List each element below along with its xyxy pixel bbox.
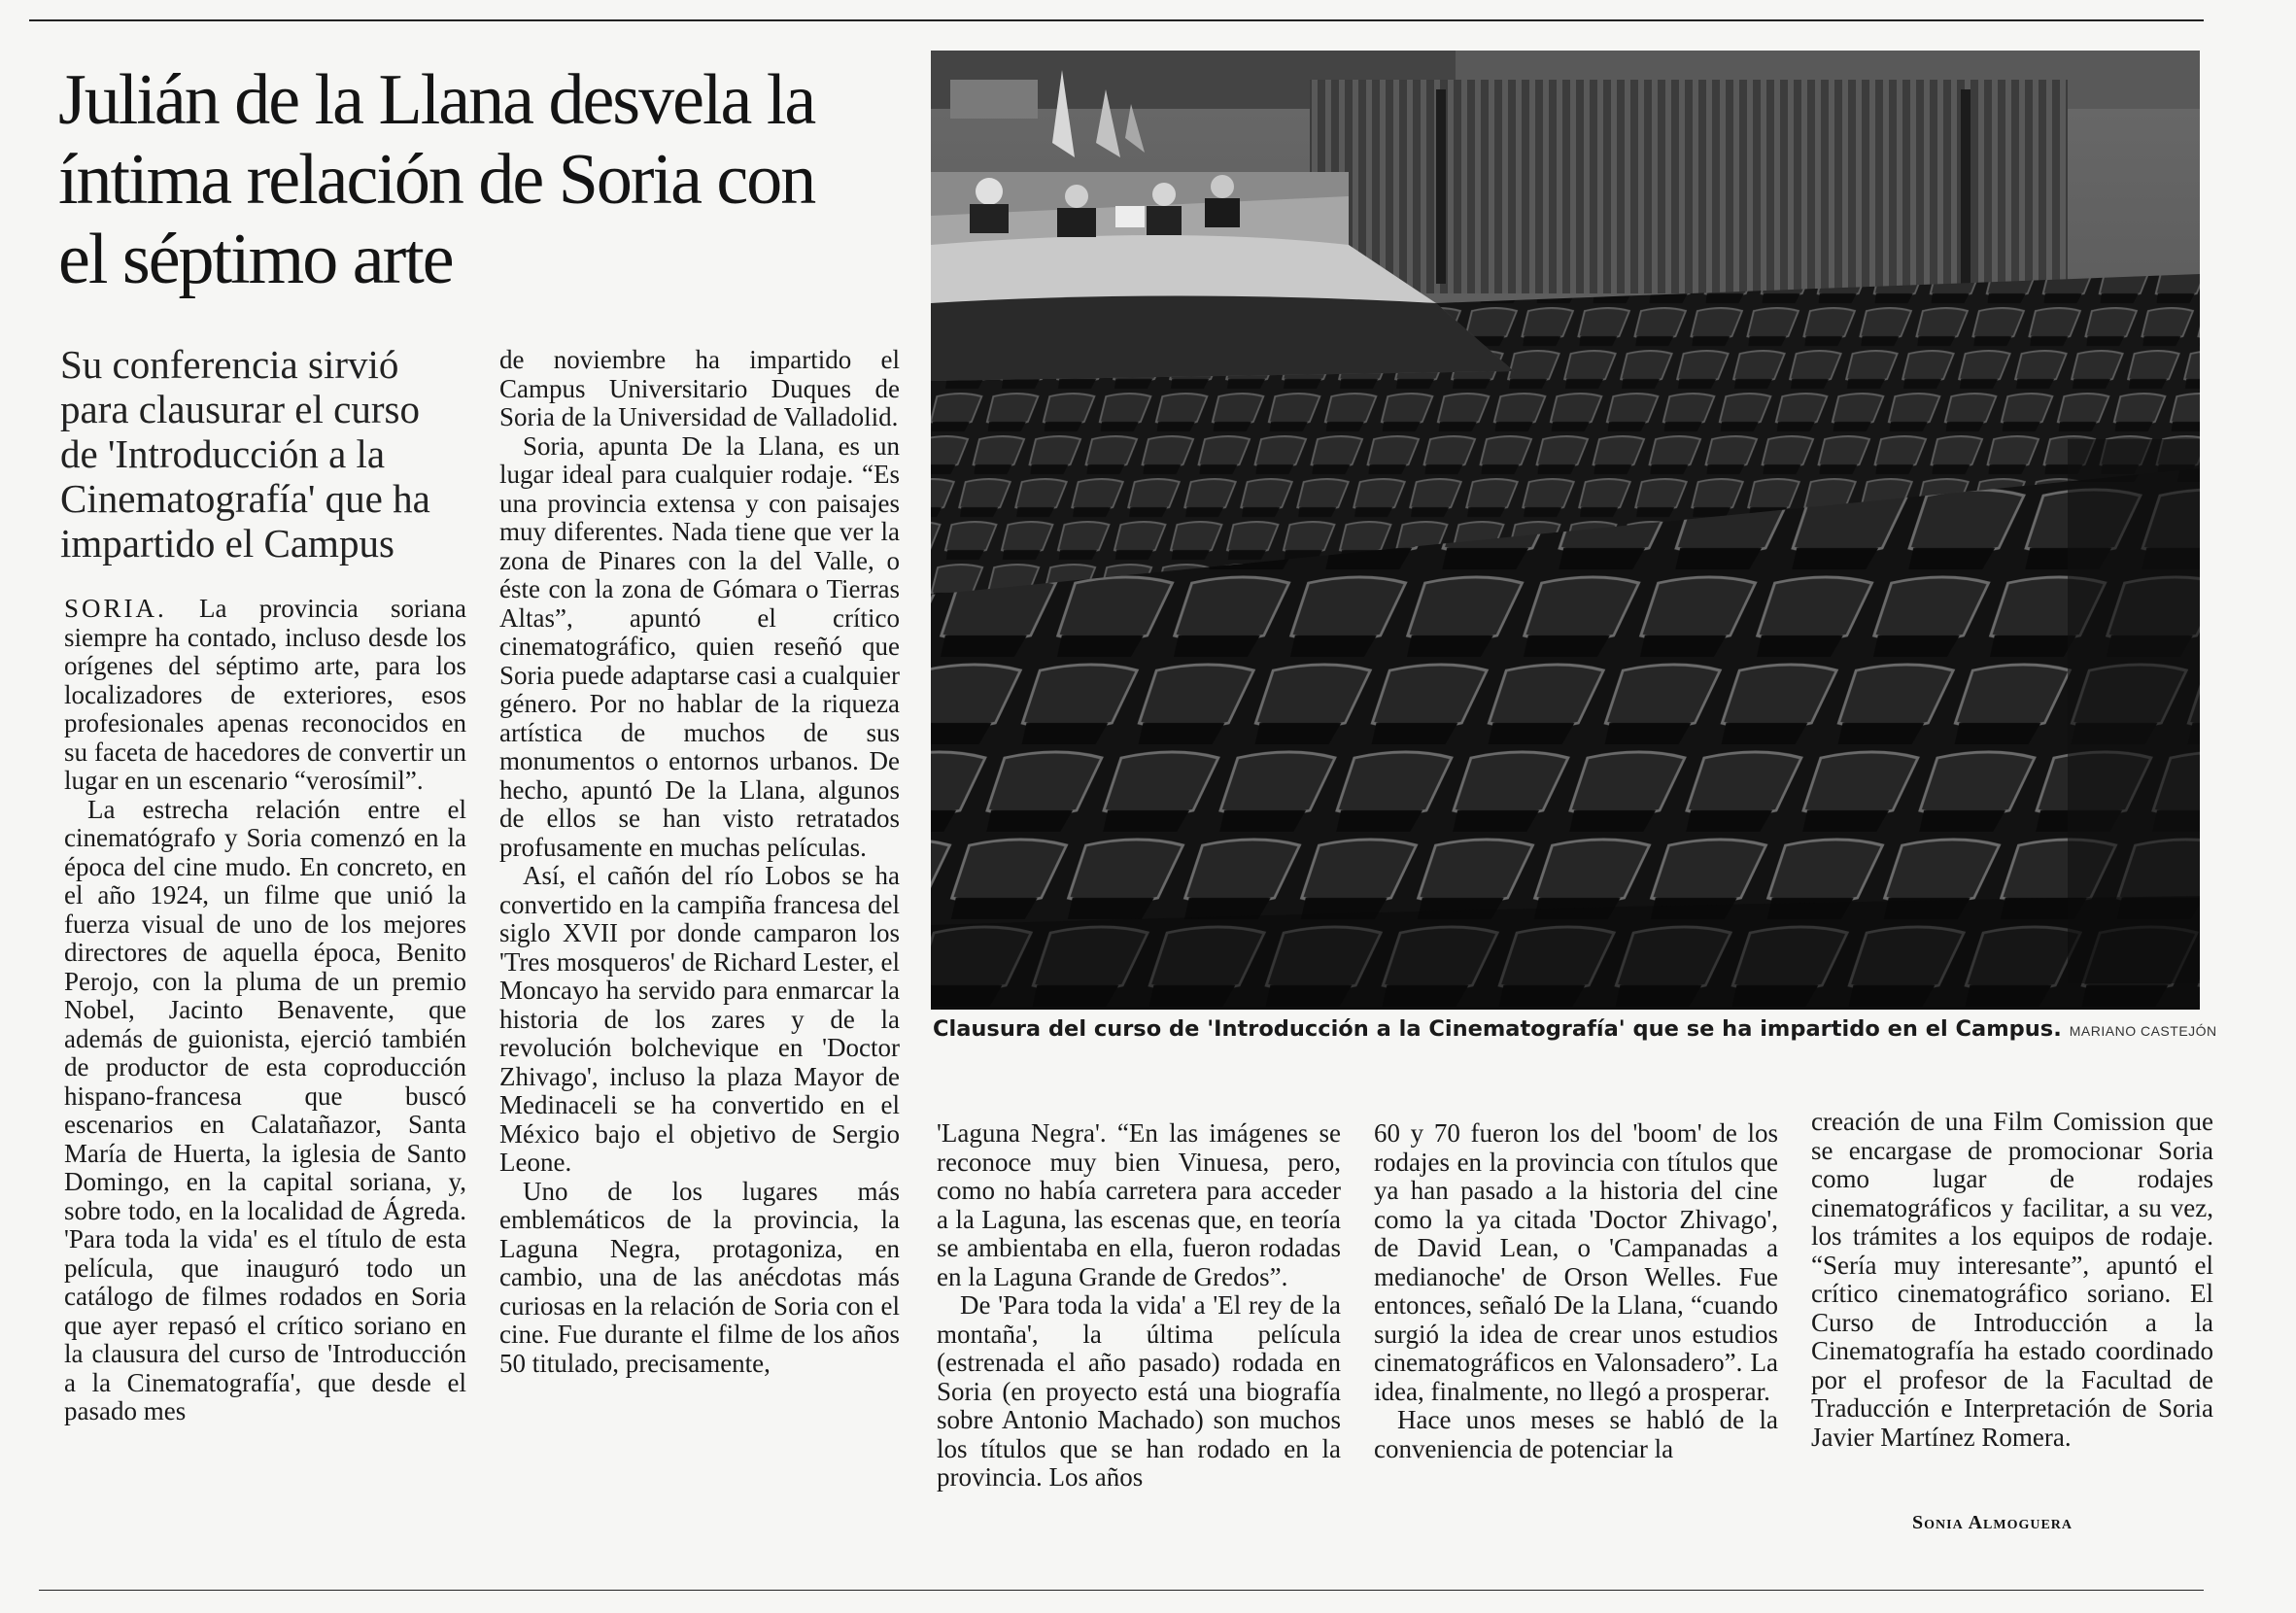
article-column-1 <box>64 595 466 1555</box>
column-2-paragraph-3: Así, el cañón del río Lobos se ha convertido en la campiña francesa del siglo XVII por donde camparon los 'Tres mosqueros' de Richard Lester, el Moncayo ha servido para enmarcar la historia de los zares y de la revolución bolchevique en 'Doctor Zhivago', incluso la plaza Mayor de Medinaceli se ha convertido en el México bajo el objetivo de Sergio Leone. <box>499 861 900 1177</box>
column-1-paragraph-1 <box>64 595 466 796</box>
article-column-4 <box>1374 1119 1778 1559</box>
column-2-paragraph-2: Soria, apunta De la Llana, es un lugar ideal para cualquier rodaje. “Es una provincia extensa y con paisajes muy diferentes. Nada tiene que ver la zona de Pinares con la del Valle, o éste con la zona de Gómara o Tierras Altas”, apuntó el crítico cinematográfico, quien reseñó que Soria puede adaptarse casi a cualquier género. Por no hablar de la riqueza artística de muchos de sus monumentos o entornos urbanos. De hecho, apuntó De la Llana, algunos de ellos se han visto retratados profusamente en muchas películas. <box>499 430 900 862</box>
article-column-2 <box>499 346 900 1555</box>
byline: Sonia Almoguera <box>1912 1512 2073 1533</box>
column-4-paragraph-1: 60 y 70 fueron los del 'boom' de los rodajes en la provincia con títulos que ya han pasado a la historia del cine como la ya citada 'Doctor Zhivago', de David Lean, o 'Campanadas a medianoche' de Orson Welles. Fue entonces, señaló De la Llana, “cuando surgió la idea de crear unos estudios cinematográficos en Valonsadero”. La idea, finalmente, no llegó a prosperar. <box>1374 1119 1778 1406</box>
column-1-paragraph-2: La estrecha relación entre el cinematógrafo y Soria comenzó en la época del cine mudo. En concreto, en el año 1924, un filme que unió la fuerza visual de uno de los mejores directores de aquella época, Benito Perojo, con la pluma de un premio Nobel, Jacinto Benavente, que además de guionista, ejerció también de productor de esta coproducción hispano-francesa que buscó escenarios en Calatañazor, Santa María de Huerta, la iglesia de Santo Domingo, en la capital soriana, y, sobre todo, en la localidad de Ágreda. 'Para toda la vida' es el título de esta película, que inauguró todo un catálogo de filmes rodados en Soria que ayer repasó el crítico soriano en la clausura del curso de 'Introducción a la Cinematografía', que desde el pasado mes <box>64 794 466 1425</box>
column-3-paragraph-1: 'Laguna Negra'. “En las imágenes se reconoce muy bien Vinuesa, pero, como no había carretera para acceder a la Laguna, las escenas que, en teoría se ambientaba en ella, fueron rodadas en la Laguna Grande de Gredos”. <box>937 1119 1341 1291</box>
article-column-3 <box>937 1119 1341 1559</box>
column-5-paragraph-1: creación de una Film Comission que se encargase de promocionar Soria como lugar de rodajes cinematográficos y facilitar, a su vez, los trámites a los equipos de rodaje. “Sería muy interesante”, apuntó el crítico cinematográfico soriano. El Curso de Introducción a la Cinematografía ha estado coordinado por el profesor de la Facultad de Traducción e Interpretación de Soria Javier Martínez Romera. <box>1811 1108 2213 1452</box>
photo-caption <box>933 1016 2217 1042</box>
auditorium-photo-image <box>931 51 2200 1010</box>
subheadline: Su conferencia sirvió para clausurar el curso de 'Introducción a la Cinematografía' que ha impartido el Campus <box>60 342 430 566</box>
top-rule <box>29 19 2204 21</box>
column-4-paragraph-2: Hace unos meses se habló de la conveniencia de potenciar la <box>1374 1405 1778 1463</box>
column-2-paragraph-4: Uno de los lugares más emblemáticos de la provincia, la Laguna Negra, protagoniza, en cambio, una de las anécdotas más curiosas en la relación de Soria con el cine. Fue durante el filme de los años 50 titulado, precisamente, <box>499 1176 900 1378</box>
auditorium-photo <box>931 51 2200 1010</box>
caption-text: Clausura del curso de 'Introducción a la Cinematografía' que se ha impartido en el Campus. <box>933 1016 2062 1042</box>
lead-text: La provincia soriana siempre ha contado, incluso desde los orígenes del séptimo arte, para los localizadores de exteriores, esos profesionales apenas reconocidos en su faceta de hacedores de convertir un lugar en un escenario “verosímil”. <box>64 595 466 795</box>
dateline: SORIA. <box>64 595 167 623</box>
photo-credit: MARIANO CASTEJÓN <box>2069 1023 2217 1039</box>
headline: Julián de la Llana desvela la íntima relación de Soria con el séptimo arte <box>58 60 815 299</box>
bottom-rule <box>39 1590 2204 1591</box>
column-2-paragraph-1: de noviembre ha impartido el Campus Universitario Duques de Soria de la Universidad de Valladolid. <box>499 346 900 431</box>
column-3-paragraph-2: De 'Para toda la vida' a 'El rey de la montaña', la última película (estrenada el año pasado) rodada en Soria (en proyecto está una biografía sobre Antonio Machado) son muchos los títulos que se han rodado en la provincia. Los años <box>937 1290 1341 1492</box>
article-column-5 <box>1811 1108 2213 1508</box>
